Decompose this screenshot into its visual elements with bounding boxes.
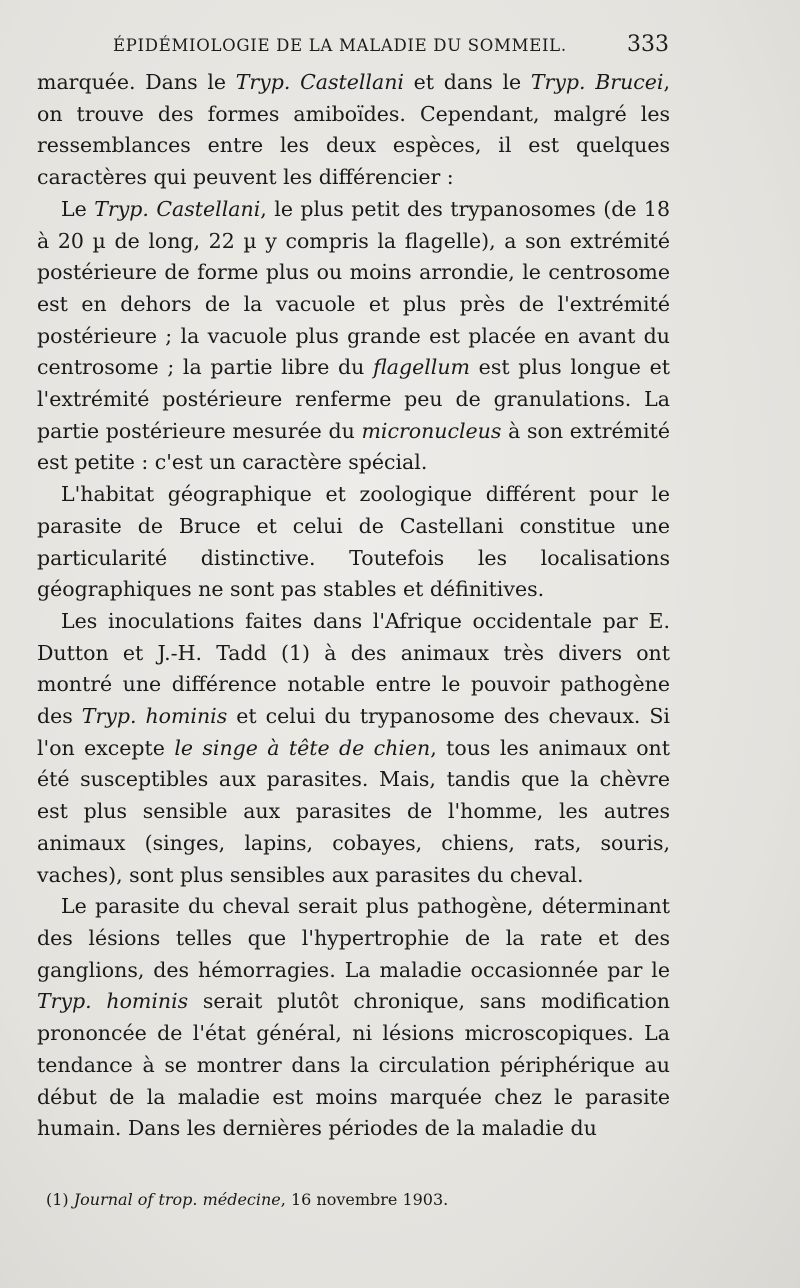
text-segment: marquée. Dans le bbox=[37, 70, 236, 94]
text-segment: et celui du trypanosome des chevaux. Si l'on excepte bbox=[37, 704, 670, 760]
footnote bbox=[46, 1190, 666, 1209]
paragraph bbox=[37, 606, 670, 891]
text-segment: et dans le bbox=[403, 70, 531, 94]
page-number: 333 bbox=[627, 32, 669, 57]
text-segment: à son extrémité est petite : c'est un caractère spécial. bbox=[37, 418, 670, 475]
italic-text: Tryp. hominis bbox=[37, 989, 189, 1014]
text-segment: Le parasite du cheval serait plus pathogène, déterminant des lésions telles que l'hypertrophie de la rate et des ganglions, des hémorragies. La maladie occasionnée par le bbox=[37, 894, 670, 982]
text-segment: , le plus petit des trypanosomes (de 18 à 20 µ de long, 22 µ y compris la flagelle), a son extrémité postérieure de forme plus ou moins arrondie, le centrosome est en dehors de la vacuole et plus près de l'extrémité postérieure ; la vacuole plus grande est placée en avant du centrosome ; la partie libre du bbox=[37, 196, 670, 380]
text-segment: , tous les animaux ont été susceptibles aux parasites. Mais, tandis que la chèvre est plus sensible aux parasites de l'homme, les autres animaux (singes, lapins, cobayes, chiens, rats, souris, vaches), sont plus sensibles aux parasites du cheval. bbox=[37, 735, 670, 887]
paragraph bbox=[37, 194, 670, 479]
italic-text: flagellum bbox=[373, 355, 470, 380]
italic-text: le singe à tête de chien bbox=[174, 735, 431, 760]
text-segment: , on trouve des formes amiboïdes. Cependant, malgré les ressemblances entre les deux espèces, il est quelques caractères qui peuvent les différencier : bbox=[37, 70, 671, 190]
body-text bbox=[37, 67, 670, 1145]
text-segment: est plus longue et l'extrémité postérieure renferme peu de granulations. La partie postérieure mesurée du bbox=[37, 355, 670, 443]
footnote-source: Journal of trop. médecine bbox=[73, 1190, 281, 1209]
footnote-date: , 16 novembre 1903. bbox=[280, 1190, 449, 1209]
text-segment: Les inoculations faites dans l'Afrique occidentale par E. Dutton et J.-H. Tadd (1) à des animaux très divers ont montré une différence notable entre le pouvoir pathogène des bbox=[37, 608, 670, 729]
page-header bbox=[113, 30, 669, 62]
italic-text: Tryp. hominis bbox=[81, 704, 228, 729]
text-segment: Le bbox=[61, 196, 95, 221]
text-segment: serait plutôt chronique, sans modification prononcée de l'état général, ni lésions microscopiques. La tendance à se montrer dans la circulation périphérique au début de la maladie est moins marquée chez le parasite humain. Dans les dernières périodes de la maladie du bbox=[37, 989, 670, 1141]
italic-text: Tryp. Castellani bbox=[235, 70, 404, 94]
italic-text: Tryp. Brucei bbox=[530, 70, 664, 94]
text-segment: L'habitat géographique et zoologique différent pour le parasite de Bruce et celui de Castellani constitue une particularité distinctive. Toutefois les localisations géographiques ne sont pas stables et définitives. bbox=[37, 482, 670, 602]
italic-text: Tryp. Castellani bbox=[94, 196, 261, 221]
running-title: ÉPIDÉMIOLOGIE DE LA MALADIE DU SOMMEIL. bbox=[113, 36, 567, 55]
paragraph bbox=[37, 479, 670, 606]
paragraph bbox=[37, 891, 670, 1145]
italic-text: micronucleus bbox=[361, 418, 502, 443]
paragraph bbox=[37, 67, 670, 194]
footnote-marker: (1) bbox=[46, 1190, 74, 1209]
